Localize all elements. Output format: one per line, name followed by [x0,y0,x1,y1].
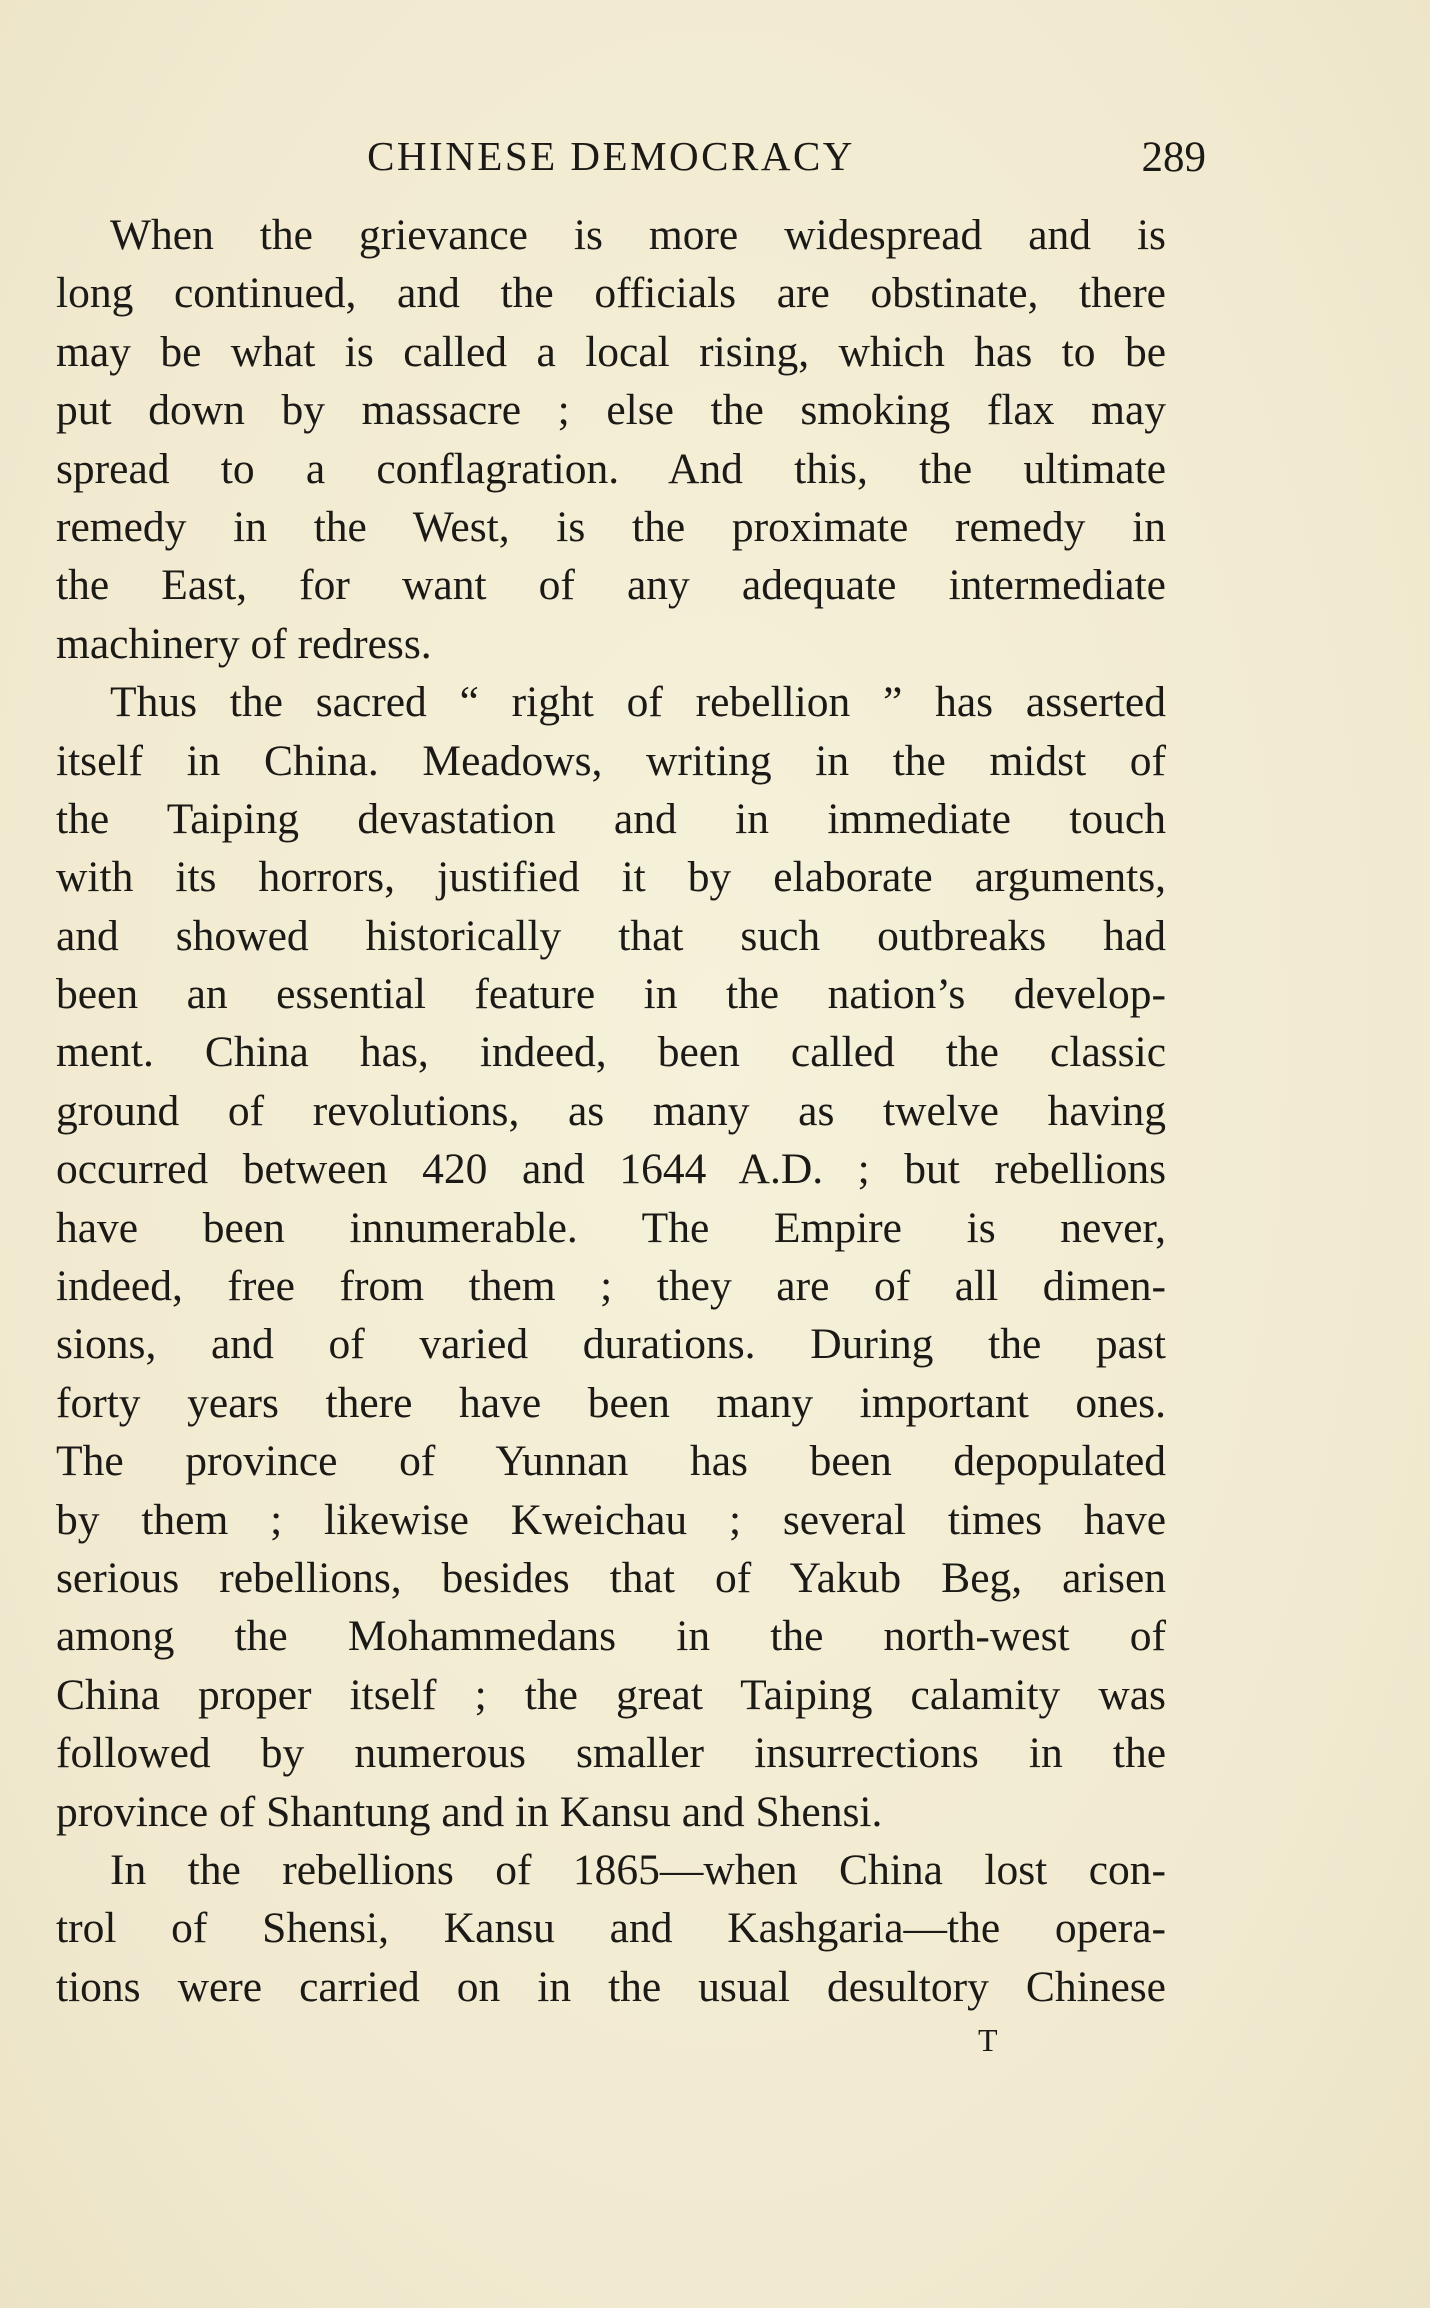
text-line: China proper itself ; the great Taiping calamity was [56,1670,1166,1719]
text-line: remedy in the West, is the proximate remedy in [56,502,1166,551]
page-header [56,128,1206,184]
text-line: occurred between 420 and 1644 A.D. ; but rebellions [56,1145,1166,1194]
text-line: itself in China. Meadows, writing in the midst of [56,736,1166,785]
text-line: long continued, and the officials are obstinate, there [56,269,1166,318]
text-line: forty years there have been many important ones. [56,1378,1166,1427]
signature-mark: T [978,2022,998,2058]
text-line: have been innumerable. The Empire is never, [56,1203,1166,1252]
text-line: Thus the sacred “ right of rebellion ” has asserted [110,678,1166,727]
text-line: followed by numerous smaller insurrections in the [56,1729,1166,1778]
text-line: put down by massacre ; else the smoking flax may [56,386,1166,435]
text-line: tions were carried on in the usual desultory Chinese [56,1962,1166,2011]
page-number: 289 [1141,134,1206,181]
text-line: spread to a conflagration. And this, the ultimate [56,444,1166,493]
text-line: In the rebellions of 1865—when China lost con- [110,1845,1166,1894]
text-line: The province of Yunnan has been depopulated [56,1437,1166,1486]
text-line: province of Shantung and in Kansu and Shensi. [56,1787,883,1836]
text-line: ground of revolutions, as many as twelve having [56,1086,1166,1135]
text-line: When the grievance is more widespread and is [110,211,1166,259]
text-line: may be what is called a local rising, which has to be [56,327,1166,376]
text-line: and showed historically that such outbreaks had [56,911,1166,960]
text-line: the East, for want of any adequate intermediate [56,561,1166,610]
text-line: indeed, free from them ; they are of all dimen- [56,1262,1166,1311]
text-line: by them ; likewise Kweichau ; several times have [56,1495,1166,1544]
text-line: serious rebellions, besides that of Yakub Beg, arisen [56,1553,1166,1602]
text-line: ment. China has, indeed, been called the classic [56,1028,1166,1077]
running-title: CHINESE DEMOCRACY [367,133,855,179]
text-line: trol of Shensi, Kansu and Kashgaria—the opera- [56,1904,1166,1953]
text-line: sions, and of varied durations. During the past [56,1320,1166,1369]
text-line: machinery of redress. [56,619,432,668]
text-line: with its horrors, justified it by elaborate arguments, [56,853,1166,902]
text-line: among the Mohammedans in the north-west of [56,1612,1166,1661]
body-text [56,206,1166,2016]
text-line: the Taiping devastation and in immediate touch [56,794,1166,843]
text-line: been an essential feature in the nation’s develop- [56,970,1166,1019]
